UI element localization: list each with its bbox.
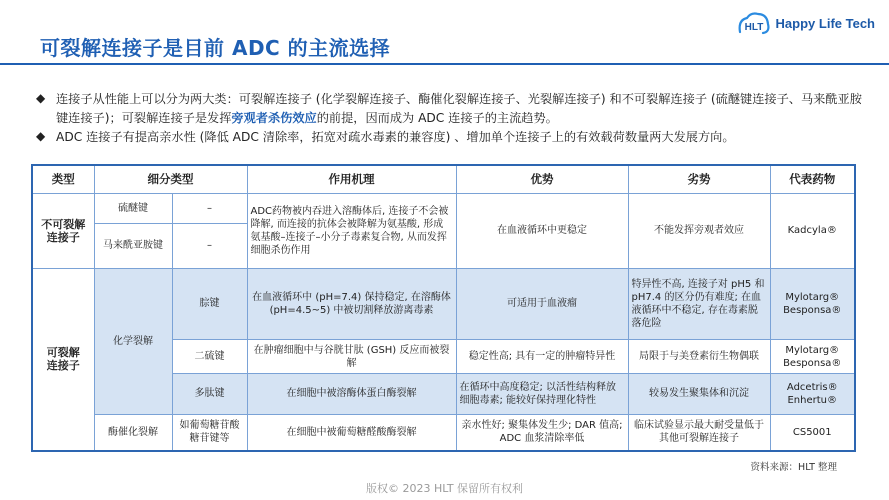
table-header-row (32, 165, 855, 193)
chemical-type: 化学裂解 (94, 268, 172, 414)
bullet-text-tail: 的前提，因而成为 ADC 连接子的主流趋势。 (316, 111, 558, 125)
header-advantage: 优势 (456, 165, 628, 193)
subtype: 如葡萄糖苷酸糖苷键等 (172, 414, 247, 451)
header-subtype: 细分类型 (94, 165, 247, 193)
subtype: 硫醚键 (94, 193, 172, 223)
bullet-text: 连接子从性能上可以分为两大类：可裂解连接子 (化学裂解连接子、酶催化裂解连接子、光裂解连接子) 和不可裂解连接子 (硫醚键连接子、马来酰亚胺键连接子)；可裂解连接子是发挥 (56, 92, 862, 125)
advantage: 可适用于血液瘤 (456, 268, 628, 340)
disadvantage: 临床试验显示最大耐受量低于其他可裂解连接子 (628, 414, 770, 451)
subtype: 多肽键 (172, 374, 247, 414)
table-row (32, 193, 855, 223)
subtype: 二硫键 (172, 340, 247, 374)
mechanism: 在细胞中被溶酶体蛋白酶裂解 (247, 374, 456, 414)
mechanism: ADC药物被内吞进入溶酶体后, 连接子不会被降解, 而连接的抗体会被降解为氨基酸, 形成氨基酸–连接子–小分子毒素复合物, 从而发挥细胞杀伤作用 (247, 193, 456, 268)
disadvantage: 较易发生聚集体和沉淀 (628, 374, 770, 414)
advantage: 在循环中高度稳定; 以活性结构释放细胞毒素; 能较好保持理化特性 (456, 374, 628, 414)
drug: Adcetris® Enhertu® (770, 374, 855, 414)
header-mechanism: 作用机理 (247, 165, 456, 193)
advantage: 稳定性高; 具有一定的肿瘤特异性 (456, 340, 628, 374)
mechanism: 在肿瘤细胞中与谷胱甘肽 (GSH) 反应而被裂解 (247, 340, 456, 374)
header-drug: 代表药物 (770, 165, 855, 193)
drug: Mylotarg® Besponsa® (770, 340, 855, 374)
drug: CS5001 (770, 414, 855, 451)
svg-text:HLT: HLT (744, 22, 763, 33)
table-row (32, 268, 855, 340)
enzyme-type: 酶催化裂解 (94, 414, 172, 451)
hlt-logo-icon (737, 10, 771, 36)
source-note: 资料来源：HLT 整理 (750, 462, 837, 473)
header-type: 类型 (32, 165, 94, 193)
bullet-highlight: 旁观者杀伤效应 (231, 111, 317, 125)
logo (737, 10, 875, 36)
subtype: 腙键 (172, 268, 247, 340)
bullet-item (36, 90, 866, 128)
diamond-bullet-icon: ◆ (36, 91, 46, 105)
page-title: 可裂解连接子是目前 ADC 的主流选择 (40, 36, 391, 60)
mechanism: 在细胞中被葡萄糖醛酸酶裂解 (247, 414, 456, 451)
header-disadvantage: 劣势 (628, 165, 770, 193)
bullet-item (36, 128, 866, 147)
noncleavable-type: 不可裂解 连接子 (32, 193, 94, 268)
advantage: 在血液循环中更稳定 (456, 193, 628, 268)
advantage: 亲水性好; 聚集体发生少; DAR 值高; ADC 血浆清除率低 (456, 414, 628, 451)
table-row (32, 414, 855, 451)
diamond-bullet-icon: ◆ (36, 129, 46, 143)
copyright-footer: 版权© 2023 HLT 保留所有权利 (365, 482, 524, 495)
linker-comparison-table (31, 164, 856, 452)
bullet-list (36, 90, 866, 147)
disadvantage: 不能发挥旁观者效应 (628, 193, 770, 268)
drug: Kadcyla® (770, 193, 855, 268)
bullet-text: ADC 连接子有提高亲水性 (降低 ADC 清除率，拓宽对疏水毒素的兼容度) 、增加单个连接子上的有效载荷数量两大发展方向。 (56, 130, 735, 144)
subtype-dash: – (172, 193, 247, 223)
disadvantage: 特异性不高, 连接子对 pH5 和 pH7.4 的区分仍有难度; 在血液循环中不稳定, 存在毒素脱落危险 (628, 268, 770, 340)
logo-text: Happy Life Tech (775, 15, 875, 31)
disadvantage: 局限于与美登素衍生物偶联 (628, 340, 770, 374)
subtype-dash: – (172, 224, 247, 269)
drug: Mylotarg® Besponsa® (770, 268, 855, 340)
cleavable-type: 可裂解 连接子 (32, 268, 94, 451)
mechanism: 在血液循环中 (pH=7.4) 保持稳定, 在溶酶体 (pH=4.5~5) 中被切割释放游离毒素 (247, 268, 456, 340)
title-divider (0, 63, 889, 65)
subtype: 马来酰亚胺键 (94, 224, 172, 269)
